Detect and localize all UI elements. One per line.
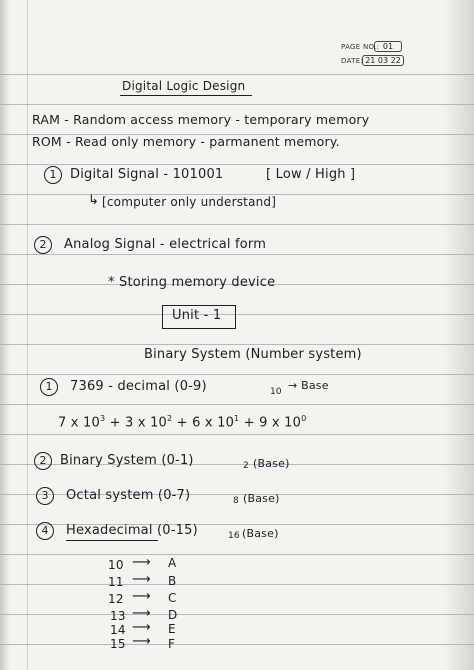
right-arrow-icon: ⟶ bbox=[132, 620, 151, 635]
item-number-3: 3 bbox=[36, 487, 54, 505]
octal-system-text: Octal system (0-7) bbox=[66, 488, 191, 503]
right-arrow-icon: ⟶ bbox=[132, 589, 151, 604]
right-arrow-icon: ⟶ bbox=[132, 572, 151, 587]
ruled-line bbox=[0, 404, 474, 405]
margin-line bbox=[27, 0, 28, 670]
hex-map-to: E bbox=[168, 622, 176, 636]
hex-map-to: F bbox=[168, 637, 176, 651]
date-label: DATE: bbox=[341, 57, 364, 65]
unit-label: Unit - 1 bbox=[172, 308, 222, 323]
page-no-value: 01 bbox=[374, 41, 402, 52]
ruled-line bbox=[0, 344, 474, 345]
ruled-line bbox=[0, 74, 474, 75]
hex-base-subscript: 16 bbox=[228, 531, 240, 541]
ruled-line bbox=[0, 614, 474, 615]
hex-map-from: 14 bbox=[110, 623, 126, 637]
ruled-line bbox=[0, 644, 474, 645]
page-no-label: PAGE NO.: bbox=[341, 43, 380, 51]
item-number-1: 1 bbox=[40, 378, 58, 396]
right-arrow-icon: ⟶ bbox=[132, 634, 151, 649]
binary-base-subscript: 2 bbox=[243, 461, 249, 471]
ruled-line bbox=[0, 374, 474, 375]
ruled-line bbox=[0, 434, 474, 435]
hex-map-from: 10 bbox=[108, 558, 124, 572]
analog-signal-text: Analog Signal - electrical form bbox=[64, 237, 267, 252]
item-number-2: 2 bbox=[34, 452, 52, 470]
ruled-line bbox=[0, 224, 474, 225]
low-high-bracket: [ Low / High ] bbox=[266, 167, 356, 182]
right-arrow-icon: ⟶ bbox=[132, 606, 151, 621]
ruled-line bbox=[0, 254, 474, 255]
page-edge-shadow bbox=[444, 0, 474, 670]
binary-system-text: Binary System (0-1) bbox=[60, 453, 194, 468]
title-underline bbox=[120, 95, 252, 96]
hex-map-from: 11 bbox=[108, 575, 124, 589]
decimal-expansion: 7 x $10^3 + 3$ x $10^2 + 6$ x $10^1 + 9$ x $10^0$ bbox=[58, 414, 307, 431]
decimal-text: 7369 - decimal (0-9) bbox=[70, 379, 207, 394]
hex-base-label: (Base) bbox=[242, 527, 279, 540]
octal-base-label: (Base) bbox=[243, 492, 280, 505]
octal-base-subscript: 8 bbox=[233, 496, 239, 506]
date-value: 21 03 22 bbox=[362, 55, 404, 66]
hex-map-to: C bbox=[168, 591, 177, 605]
right-arrow-icon: ⟶ bbox=[132, 555, 151, 570]
binary-base-label: (Base) bbox=[253, 457, 290, 470]
base-label: → Base bbox=[288, 379, 329, 392]
ram-line: RAM - Random access memory - temporary memory bbox=[32, 112, 370, 127]
page-title: Digital Logic Design bbox=[122, 79, 246, 93]
decimal-base-subscript: 10 bbox=[270, 387, 282, 397]
return-arrow-icon: ↳ bbox=[88, 193, 100, 208]
ruled-line bbox=[0, 554, 474, 555]
hex-map-to: A bbox=[168, 556, 177, 570]
hexadecimal-underline bbox=[66, 540, 158, 541]
hexadecimal-text: Hexadecimal (0-15) bbox=[66, 523, 198, 538]
binary-system-heading: Binary System (Number system) bbox=[144, 347, 362, 362]
computer-understand-note: [computer only understand] bbox=[102, 195, 277, 209]
ruled-line bbox=[0, 584, 474, 585]
hex-map-from: 15 bbox=[110, 637, 126, 651]
item-number-1: 1 bbox=[44, 166, 62, 184]
hex-map-from: 12 bbox=[108, 592, 124, 606]
ruled-line bbox=[0, 314, 474, 315]
ruled-line bbox=[0, 164, 474, 165]
page-edge-shadow bbox=[0, 0, 10, 670]
hex-map-to: D bbox=[168, 608, 178, 622]
hex-map-to: B bbox=[168, 574, 177, 588]
item-number-2: 2 bbox=[34, 236, 52, 254]
hex-map-from: 13 bbox=[110, 609, 126, 623]
storing-memory-text: * Storing memory device bbox=[108, 275, 276, 290]
digital-signal-text: Digital Signal - 101001 bbox=[70, 167, 224, 182]
ruled-line bbox=[0, 104, 474, 105]
item-number-4: 4 bbox=[36, 522, 54, 540]
rom-line: ROM - Read only memory - parmanent memory. bbox=[32, 134, 340, 149]
